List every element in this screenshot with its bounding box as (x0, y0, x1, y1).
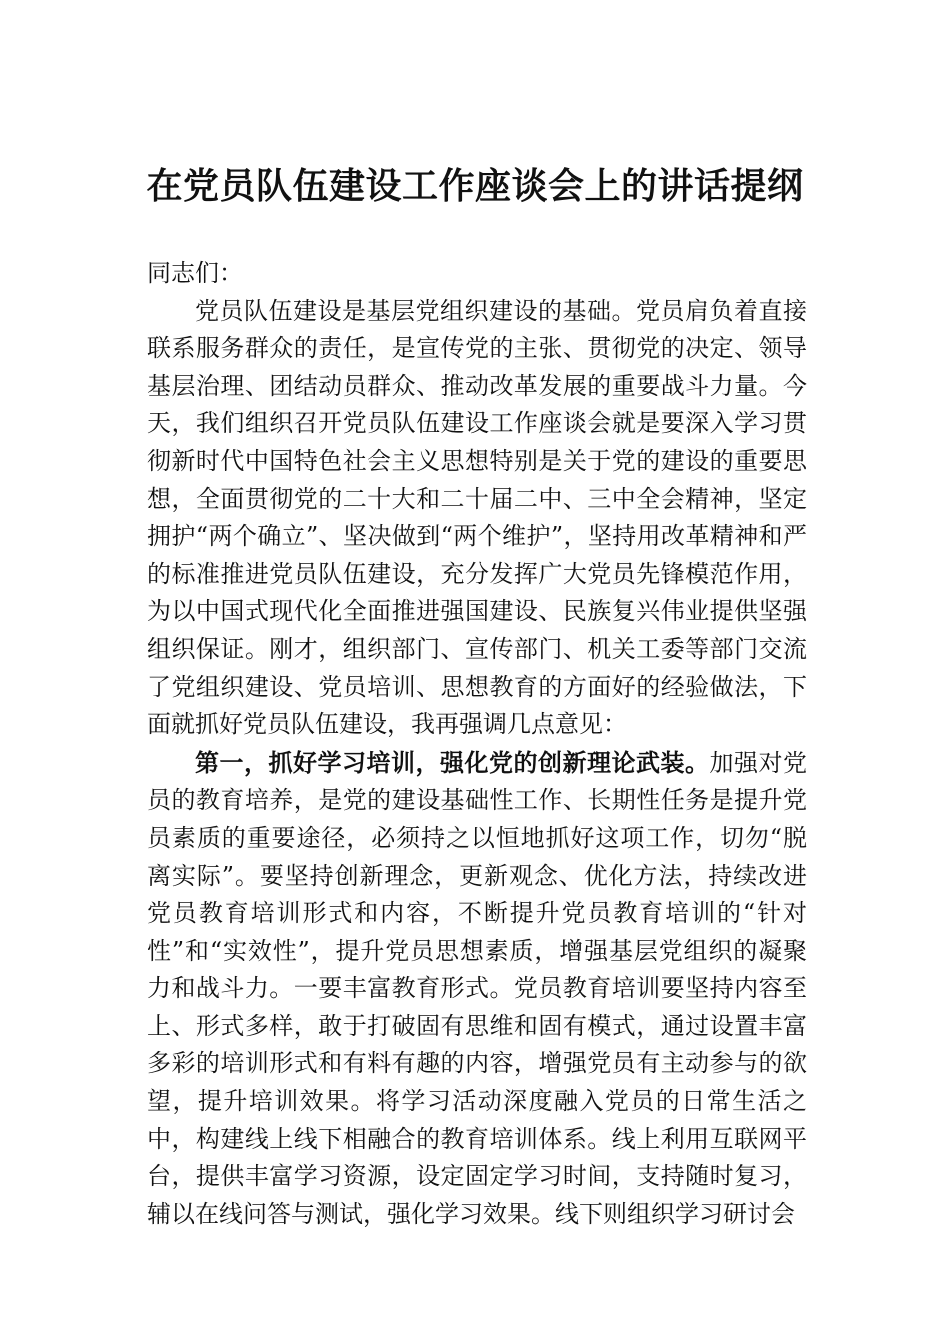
paragraph-point-one (147, 744, 807, 1234)
paragraph-text: 党员队伍建设是基层党组织建设的基础。党员肩负着直接联系服务群众的责任，是宣传党的主张、贯彻党的决定、领导基层治理、团结动员群众、推动改革发展的重要战斗力量。今天，我们组织召开党员队伍建设工作座谈会就是要深入学习贯彻新时代中国特色社会主义思想特别是关于党的建设的重要思想，全面贯彻党的二十大和二十届二中、三中全会精神，坚定拥护“两个确立”、坚决做到“两个维护”，坚持用改革精神和严的标准推进党员队伍建设，充分发挥广大党员先锋模范作用，为以中国式现代化全面推进强国建设、民族复兴伟业提供坚强组织保证。刚才，组织部门、宣传部门、机关工委等部门交流了党组织建设、党员培训、思想教育的方面好的经验做法，下面就抓好党员队伍建设，我再强调几点意见： (147, 296, 807, 739)
document-title: 在党员队伍建设工作座谈会上的讲话提纲 (146, 165, 804, 207)
salutation: 同志们： (147, 259, 243, 287)
document-body (147, 255, 807, 1233)
paragraph-text: 加强对党员的教育培养，是党的建设基础性工作、长期性任务是提升党员素质的重要途径，必须持之以恒地抓好这项工作，切勿“脱离实际”。要坚持创新理念，更新观念、优化方法，持续改进党员教育培训形式和内容，不断提升党员教育培训的“针对性”和“实效性”，提升党员思想素质，增强基层党组织的凝聚力和战斗力。一要丰富教育形式。党员教育培训要坚持内容至上、形式多样，敢于打破固有思维和固有模式，通过设置丰富多彩的培训形式和有料有趣的内容，增强党员有主动参与的欲望，提升培训效果。将学习活动深度融入党员的日常生活之中，构建线上线下相融合的教育培训体系。线上利用互联网平台，提供丰富学习资源，设定固定学习时间，支持随时复习，辅以在线问答与测试，强化学习效果。线下则组织学习研讨会 (147, 748, 807, 1228)
paragraph-intro (147, 293, 807, 744)
paragraph-lead-heading: 第一，抓好学习培训，强化党的创新理论武装。 (195, 747, 710, 777)
